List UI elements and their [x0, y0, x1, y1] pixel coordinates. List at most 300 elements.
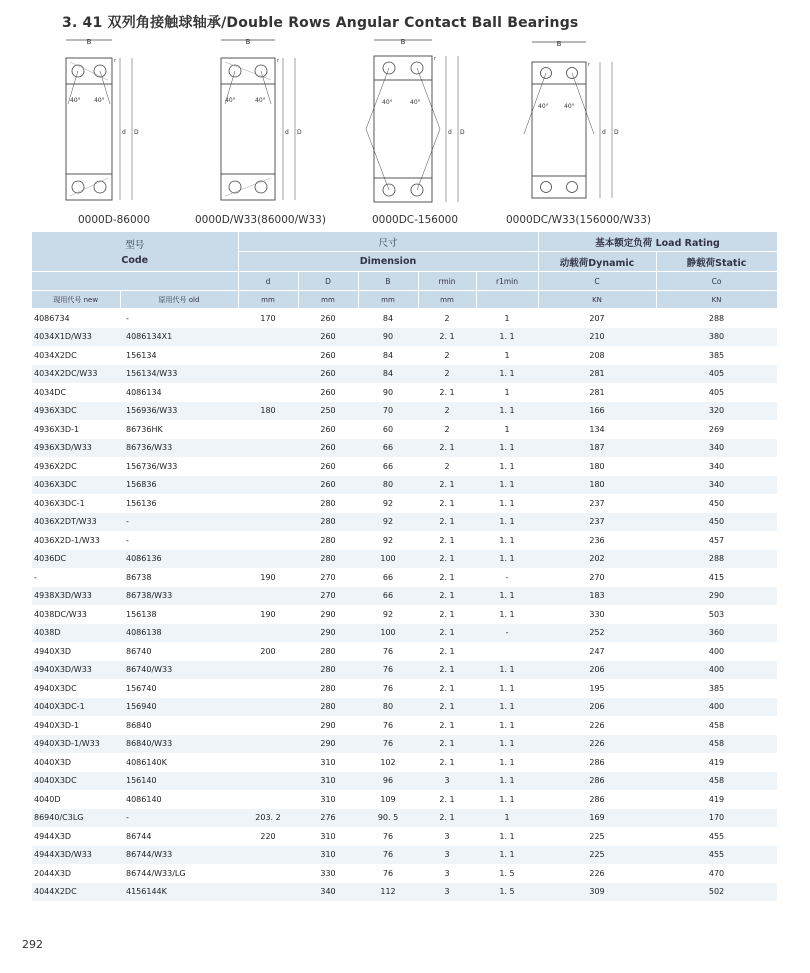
cell-old: 156736/W33	[126, 461, 178, 471]
cell-r1min: 1. 1	[499, 609, 515, 619]
cell-new: 86940/C3LG	[32, 809, 120, 828]
cell-new: 2044X3D	[34, 868, 72, 878]
table-row	[32, 328, 777, 347]
cell-d	[238, 679, 298, 698]
cell-old: 86736HK	[126, 424, 163, 434]
cell-Co: 269	[708, 424, 725, 434]
cell-Co: 419	[708, 794, 725, 804]
cell-rmin: 2. 1	[439, 498, 455, 508]
cell-new: 4036DC	[32, 550, 120, 569]
table-row	[32, 420, 777, 439]
cell-B: 90	[382, 387, 394, 397]
cell-C: 330	[589, 609, 605, 619]
cell-old: -	[126, 535, 129, 545]
cell-C: 202	[538, 550, 656, 569]
cell-new: 4036X3DC-1	[34, 498, 85, 508]
cell-Co: 415	[708, 572, 725, 582]
cell-d: 220	[260, 831, 276, 841]
cell-D: 330	[320, 868, 336, 878]
cell-B: 84	[358, 365, 418, 384]
cell-d	[238, 346, 298, 365]
outer-label: D	[460, 129, 465, 136]
cell-C: 225	[589, 831, 605, 841]
bearing-drawing-icon	[205, 34, 305, 214]
cell-old: 86840/W33	[120, 735, 238, 754]
cell-B: 84	[382, 350, 394, 360]
cell-B: 76	[358, 846, 418, 865]
table-row	[32, 309, 777, 328]
cell-D: 260	[298, 439, 358, 458]
cell-Co: 385	[708, 350, 725, 360]
load-rating-header: 基本额定负荷 Load Rating	[538, 232, 777, 252]
cell-Co: 340	[656, 476, 777, 495]
cell-r1min: 1	[504, 387, 510, 397]
cell-rmin: 2. 1	[439, 572, 455, 582]
unit-d: mm	[238, 291, 298, 309]
cell-new: 4036X2DT/W33	[32, 513, 120, 532]
angle-left-label: 40°	[225, 97, 236, 104]
cell-new: 4036X3DC	[32, 476, 120, 495]
cell-old: 4156144K	[120, 883, 238, 902]
cell-d	[238, 531, 298, 550]
angle-right-label: 40°	[94, 97, 105, 104]
unit-rmin: mm	[418, 291, 476, 309]
cell-D: 280	[320, 498, 336, 508]
table-row	[32, 439, 777, 458]
cell-D: 280	[320, 683, 336, 693]
table-row	[32, 402, 777, 421]
cell-old: 86744/W33	[120, 846, 238, 865]
cell-d	[238, 753, 298, 772]
cell-rmin: 3	[444, 868, 450, 878]
col-rmin-header: rmin	[418, 272, 476, 291]
cell-D: 260	[320, 424, 336, 434]
cell-new: 4038DC/W33	[34, 609, 87, 619]
code-header	[32, 232, 238, 272]
cell-new: 4034X1D/W33	[32, 328, 120, 347]
cell-new: 4944X3D	[34, 831, 72, 841]
dimension-header-cn: 尺寸	[238, 232, 538, 252]
cell-new: 4936X3DC	[32, 402, 120, 421]
cell-D: 280	[320, 535, 336, 545]
table-row	[32, 698, 777, 717]
radius-label: r	[114, 58, 117, 64]
cell-B: 109	[380, 794, 396, 804]
cell-C: 286	[589, 794, 605, 804]
unit-C: KN	[538, 291, 656, 309]
cell-Co: 340	[708, 461, 725, 471]
cell-C: 166	[538, 402, 656, 421]
outer-label: D	[134, 129, 139, 136]
cell-rmin: 2	[444, 461, 450, 471]
cell-B: 60	[382, 424, 394, 434]
cell-B: 66	[358, 439, 418, 458]
angle-left-label: 40°	[382, 99, 393, 106]
table-row	[32, 642, 777, 661]
cell-d	[238, 716, 298, 735]
cell-Co: 170	[656, 809, 777, 828]
cell-new: 4940X3D/W33	[32, 661, 120, 680]
bore-label: d	[602, 129, 606, 136]
cell-rmin: 2. 1	[418, 513, 476, 532]
cell-D: 260	[320, 313, 336, 323]
cell-B: 84	[382, 313, 394, 323]
bearing-diagram-4	[518, 34, 628, 214]
cell-new: 4040D	[34, 794, 61, 804]
cell-rmin: 2. 1	[418, 439, 476, 458]
cell-new: 4938X3D/W33	[32, 587, 120, 606]
cell-Co: 400	[656, 661, 777, 680]
bearing-diagram-1	[50, 34, 150, 214]
cell-D: 340	[298, 883, 358, 902]
cell-C: 225	[538, 846, 656, 865]
cell-Co: 288	[656, 550, 777, 569]
cell-rmin: 2. 1	[439, 720, 455, 730]
col-r1min-header: r1min	[476, 272, 538, 291]
cell-new: 4034X2DC/W33	[32, 365, 120, 384]
cell-rmin: 2	[418, 365, 476, 384]
cell-r1min: -	[476, 624, 538, 643]
cell-d: 203. 2	[238, 809, 298, 828]
cell-B: 66	[382, 461, 394, 471]
cell-Co: 385	[708, 683, 725, 693]
cell-rmin: 3	[418, 846, 476, 865]
cell-old: 4086134	[126, 387, 162, 397]
cell-old: -	[120, 809, 238, 828]
bearing-diagram-3	[360, 34, 470, 214]
col-d-header: d	[238, 272, 298, 291]
table-row	[32, 753, 777, 772]
table-row	[32, 624, 777, 643]
table-row	[32, 531, 777, 550]
cell-Co: 450	[656, 513, 777, 532]
code-header-cn: 型号	[125, 240, 145, 251]
cell-D: 260	[298, 365, 358, 384]
bearing-drawing-icon	[50, 34, 150, 214]
cell-r1min	[476, 642, 538, 661]
radius-label: r	[434, 56, 437, 62]
cell-Co: 320	[656, 402, 777, 421]
cell-d: 180	[238, 402, 298, 421]
cell-d	[238, 365, 298, 384]
table-row	[32, 809, 777, 828]
cell-d	[238, 439, 298, 458]
cell-old: 156138	[126, 609, 157, 619]
table-row	[32, 494, 777, 513]
cell-B: 80	[358, 476, 418, 495]
cell-d: 200	[260, 646, 276, 656]
cell-r1min: 1. 1	[476, 550, 538, 569]
cell-D: 270	[298, 587, 358, 606]
cell-Co: 288	[708, 313, 725, 323]
cell-new: -	[34, 572, 37, 582]
cell-rmin: 2. 1	[439, 646, 455, 656]
cell-B: 90	[358, 328, 418, 347]
cell-d	[238, 864, 298, 883]
cell-new: 4936X3D-1	[34, 424, 80, 434]
cell-new: 4940X3DC	[34, 683, 77, 693]
cell-C: 183	[538, 587, 656, 606]
cell-Co: 502	[656, 883, 777, 902]
cell-Co: 503	[708, 609, 725, 619]
cell-C: 206	[538, 661, 656, 680]
cell-new: 4040X3DC	[32, 772, 120, 791]
code-old-header: 原用代号 old	[120, 291, 238, 309]
angle-right-label: 40°	[564, 103, 575, 110]
cell-Co: 450	[708, 498, 725, 508]
cell-r1min: 1. 1	[499, 720, 515, 730]
table-row	[32, 790, 777, 809]
cell-B: 76	[358, 661, 418, 680]
cell-B: 76	[358, 735, 418, 754]
table-row	[32, 457, 777, 476]
cell-D: 290	[320, 720, 336, 730]
cell-D: 310	[298, 846, 358, 865]
cell-C: 286	[538, 772, 656, 791]
table-row	[32, 346, 777, 365]
cell-r1min: 1. 1	[476, 439, 538, 458]
cell-B: 76	[382, 683, 394, 693]
cell-r1min: 1. 1	[499, 831, 515, 841]
col-B-header: B	[358, 272, 418, 291]
cell-D: 290	[298, 624, 358, 643]
cell-old: 4086136	[120, 550, 238, 569]
table-row	[32, 513, 777, 532]
cell-C: 270	[589, 572, 605, 582]
bearing-spec-table	[32, 232, 778, 901]
cell-old: 156936/W33	[120, 402, 238, 421]
cell-C: 187	[538, 439, 656, 458]
cell-rmin: 3	[418, 772, 476, 791]
cell-old: 86738/W33	[120, 587, 238, 606]
cell-r1min: 1. 5	[499, 868, 515, 878]
cell-r1min: 1	[504, 313, 510, 323]
cell-C: 207	[589, 313, 605, 323]
page-title: 3. 41 双列角接触球轴承/Double Rows Angular Contact Ball Bearings	[62, 15, 579, 31]
cell-rmin: 2	[418, 402, 476, 421]
bearing-drawing-icon	[360, 34, 470, 214]
cell-D: 250	[298, 402, 358, 421]
cell-old: 86740/W33	[120, 661, 238, 680]
cell-Co: 455	[656, 846, 777, 865]
cell-old: 156134/W33	[120, 365, 238, 384]
cell-B: 66	[382, 572, 394, 582]
cell-C: 281	[589, 387, 605, 397]
cell-Co: 470	[708, 868, 725, 878]
angle-left-label: 40°	[70, 97, 81, 104]
table-row	[32, 568, 777, 587]
cell-d: 190	[260, 609, 276, 619]
cell-new: 4936X3D/W33	[32, 439, 120, 458]
cell-d	[238, 735, 298, 754]
cell-rmin: 2. 1	[418, 587, 476, 606]
cell-r1min: 1. 1	[476, 328, 538, 347]
cell-d	[238, 494, 298, 513]
cell-d	[238, 420, 298, 439]
table-row	[32, 476, 777, 495]
cell-rmin: 2. 1	[439, 794, 455, 804]
cell-B: 66	[358, 587, 418, 606]
cell-r1min: 1. 1	[476, 402, 538, 421]
cell-C: 226	[589, 720, 605, 730]
cell-D: 310	[320, 794, 336, 804]
cell-old: 86738	[126, 572, 152, 582]
cell-new: 4940X3D	[34, 646, 72, 656]
cell-D: 260	[298, 328, 358, 347]
radius-label: r	[588, 62, 591, 68]
cell-old: 156134	[126, 350, 157, 360]
table-row	[32, 716, 777, 735]
cell-B: 92	[382, 609, 394, 619]
table-row	[32, 605, 777, 624]
cell-r1min: 1. 1	[476, 735, 538, 754]
unit-D: mm	[298, 291, 358, 309]
cell-r1min: 1. 1	[499, 461, 515, 471]
page-number: 292	[22, 938, 43, 951]
cell-new: 4034DC	[34, 387, 67, 397]
cell-C: 180	[589, 461, 605, 471]
cell-C: 247	[589, 646, 605, 656]
diagram-caption-1: 0000D-86000	[78, 214, 150, 226]
cell-Co: 400	[656, 698, 777, 717]
table-row	[32, 365, 777, 384]
cell-r1min: 1	[504, 350, 510, 360]
cell-old: 4086140	[126, 794, 162, 804]
diagram-caption-3: 0000DC-156000	[372, 214, 459, 226]
outer-label: D	[614, 129, 619, 136]
cell-old: 86744/W33/LG	[126, 868, 186, 878]
cell-d	[238, 772, 298, 791]
cell-D: 280	[298, 550, 358, 569]
cell-old: 86736/W33	[120, 439, 238, 458]
cell-rmin: 2. 1	[439, 683, 455, 693]
cell-C: 237	[538, 513, 656, 532]
cell-new: 4044X2DC	[32, 883, 120, 902]
cell-D: 280	[298, 513, 358, 532]
cell-r1min: 1. 1	[499, 498, 515, 508]
cell-Co: 457	[708, 535, 725, 545]
table-row	[32, 735, 777, 754]
cell-B: 100	[358, 624, 418, 643]
cell-old: 156740	[126, 683, 157, 693]
cell-old: -	[120, 513, 238, 532]
cell-d	[238, 383, 298, 402]
radius-label: r	[277, 58, 280, 64]
cell-B: 100	[358, 550, 418, 569]
cell-d: 170	[260, 313, 276, 323]
cell-rmin: 2	[444, 350, 450, 360]
cell-C: 210	[538, 328, 656, 347]
cell-r1min: 1	[504, 424, 510, 434]
table-row	[32, 864, 777, 883]
cell-d	[238, 661, 298, 680]
cell-rmin: 2. 1	[439, 609, 455, 619]
cell-rmin: 3	[418, 883, 476, 902]
cell-r1min: 1. 1	[476, 772, 538, 791]
cell-rmin: 2. 1	[439, 387, 455, 397]
cell-new: 4936X2DC	[34, 461, 77, 471]
cell-r1min: 1. 5	[476, 883, 538, 902]
cell-d: 190	[260, 572, 276, 582]
cell-Co: 458	[656, 735, 777, 754]
cell-C: 236	[589, 535, 605, 545]
table-row	[32, 587, 777, 606]
cell-B: 102	[380, 757, 396, 767]
cell-d	[238, 328, 298, 347]
bearing-diagram-2	[205, 34, 305, 214]
cell-B: 76	[382, 831, 394, 841]
col-Co-header: Co	[656, 272, 777, 291]
width-label: B	[400, 38, 406, 46]
width-label: B	[86, 38, 92, 46]
cell-B: 70	[358, 402, 418, 421]
cell-Co: 290	[656, 587, 777, 606]
cell-d	[238, 790, 298, 809]
cell-rmin: 2	[444, 313, 450, 323]
cell-B: 76	[382, 868, 394, 878]
cell-old: 86840	[126, 720, 152, 730]
cell-D: 260	[320, 461, 336, 471]
cell-Co: 360	[656, 624, 777, 643]
cell-C: 252	[538, 624, 656, 643]
cell-old: -	[126, 313, 129, 323]
cell-C: 206	[538, 698, 656, 717]
unit-Co: KN	[656, 291, 777, 309]
cell-C: 237	[589, 498, 605, 508]
cell-B: 96	[358, 772, 418, 791]
cell-D: 290	[298, 735, 358, 754]
cell-D: 280	[320, 646, 336, 656]
table-row	[32, 679, 777, 698]
cell-D: 270	[320, 572, 336, 582]
cell-C: 134	[589, 424, 605, 434]
cell-old: 4086138	[120, 624, 238, 643]
cell-r1min: 1. 1	[476, 587, 538, 606]
bearing-drawing-icon	[518, 34, 628, 214]
cell-D: 280	[298, 661, 358, 680]
cell-rmin: 2. 1	[418, 328, 476, 347]
cell-rmin: 3	[444, 831, 450, 841]
table-row	[32, 661, 777, 680]
cell-old: 156836	[120, 476, 238, 495]
cell-D: 310	[320, 831, 336, 841]
static-header: 静载荷Static	[656, 252, 777, 272]
table-row	[32, 827, 777, 846]
cell-old: 4086134X1	[120, 328, 238, 347]
outer-label: D	[297, 129, 302, 136]
cell-rmin: 2. 1	[418, 476, 476, 495]
cell-D: 260	[298, 476, 358, 495]
spec-table-body	[32, 309, 777, 902]
angle-right-label: 40°	[255, 97, 266, 104]
cell-B: 92	[358, 513, 418, 532]
cell-rmin: 2. 1	[418, 735, 476, 754]
cell-r1min: 1. 1	[476, 513, 538, 532]
diagram-caption-4: 0000DC/W33(156000/W33)	[506, 214, 651, 226]
cell-Co: 340	[656, 439, 777, 458]
cell-d	[238, 587, 298, 606]
cell-new: 4040X3D	[34, 757, 72, 767]
cell-new: 4940X3D-1	[34, 720, 80, 730]
cell-old: 86740	[126, 646, 152, 656]
cell-old: 86744	[126, 831, 152, 841]
cell-new: 4038D	[32, 624, 120, 643]
cell-r1min: 1. 1	[476, 698, 538, 717]
cell-d	[238, 698, 298, 717]
cell-C: 195	[589, 683, 605, 693]
cell-r1min: 1. 1	[499, 535, 515, 545]
cell-rmin: 2. 1	[418, 661, 476, 680]
